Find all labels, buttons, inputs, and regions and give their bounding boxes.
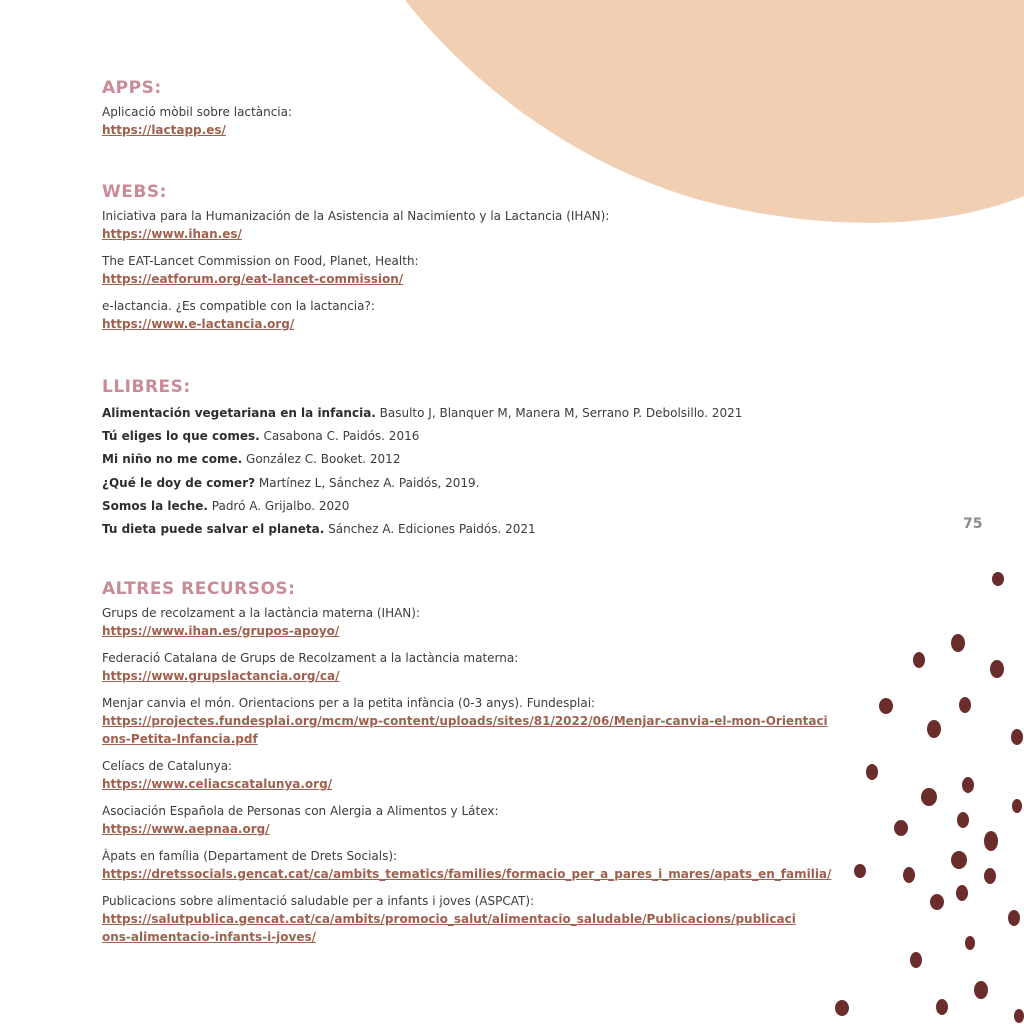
list-item bbox=[102, 103, 862, 139]
list-item bbox=[102, 649, 862, 685]
book-details: Basulto J, Blanquer M, Manera M, Serrano P. Debolsillo. 2021 bbox=[375, 406, 743, 420]
page-number: 75 bbox=[963, 516, 983, 532]
book-item bbox=[102, 425, 862, 448]
book-item bbox=[102, 472, 862, 495]
resource-description: e-lactancia. ¿Es compatible con la lactancia?: bbox=[102, 299, 375, 313]
list-item bbox=[102, 604, 862, 640]
book-item bbox=[102, 518, 862, 541]
altres-recursos-heading: ALTRES RECURSOS: bbox=[102, 579, 296, 599]
list-item bbox=[102, 847, 862, 883]
resource-link[interactable]: https://www.grupslactancia.org/ca/ bbox=[102, 669, 340, 683]
list-item bbox=[102, 252, 862, 288]
resource-description: Grups de recolzament a la lactància materna (IHAN): bbox=[102, 606, 421, 620]
list-item bbox=[102, 802, 862, 838]
list-item bbox=[102, 207, 862, 243]
book-item bbox=[102, 402, 862, 425]
book-details: Casabona C. Paidós. 2016 bbox=[259, 429, 420, 444]
resource-link[interactable]: https://www.ihan.es/grupos-apoyo/ bbox=[102, 624, 340, 638]
altres-recursos-section bbox=[102, 577, 862, 946]
book-details: Sánchez A. Ediciones Paidós. 2021 bbox=[324, 522, 536, 537]
apps-heading: APPS: bbox=[102, 78, 162, 98]
resource-link[interactable]: https://eatforum.org/eat-lancet-commission/ bbox=[102, 272, 404, 286]
resource-link[interactable]: https://www.celiacscatalunya.org/ bbox=[102, 777, 333, 791]
list-item bbox=[102, 757, 862, 793]
resource-description: Federació Catalana de Grups de Recolzament a la lactància materna: bbox=[102, 651, 519, 665]
resource-link[interactable]: https://www.e-lactancia.org/ bbox=[102, 317, 295, 331]
resource-link[interactable]: https://projectes.fundesplai.org/mcm/wp-content/uploads/sites/81/2022/06/Menjar-canvia-el-mon-Orientacions-Petita-Infancia.pdf bbox=[102, 714, 828, 746]
book-title: Tú eliges lo que comes. bbox=[102, 429, 260, 444]
resource-link[interactable]: https://www.aepnaa.org/ bbox=[102, 822, 270, 836]
resource-description: Asociación Española de Personas con Alergia a Alimentos y Látex: bbox=[102, 804, 499, 818]
llibres-heading: LLIBRES: bbox=[102, 377, 191, 397]
book-item bbox=[102, 495, 862, 518]
list-item bbox=[102, 892, 862, 946]
llibres-section bbox=[102, 375, 862, 577]
list-item bbox=[102, 297, 862, 333]
book-details: Padró A. Grijalbo. 2020 bbox=[207, 498, 350, 513]
list-item bbox=[102, 694, 862, 748]
book-details: Martínez L, Sánchez A. Paidós, 2019. bbox=[255, 475, 480, 490]
resource-description: Aplicació mòbil sobre lactància: bbox=[102, 105, 293, 119]
resource-link[interactable]: https://www.ihan.es/ bbox=[102, 227, 242, 241]
resource-link[interactable]: https://salutpublica.gencat.cat/ca/ambits/promocio_salut/alimentacio_saludable/Publicacions/publicacions-alimentacio-infants-i-joves/ bbox=[102, 912, 796, 944]
book-title: Alimentación vegetariana en la infancia. bbox=[102, 406, 376, 420]
book-title: Mi niño no me come. bbox=[102, 452, 243, 467]
book-title: ¿Qué le doy de comer? bbox=[102, 475, 256, 490]
resource-description: The EAT-Lancet Commission on Food, Planet, Health: bbox=[102, 254, 419, 268]
webs-heading: WEBS: bbox=[102, 182, 167, 202]
apps-section bbox=[102, 76, 862, 180]
resource-description: Iniciativa para la Humanización de la Asistencia al Nacimiento y la Lactancia (IHAN): bbox=[102, 209, 610, 223]
book-title: Somos la leche. bbox=[102, 498, 208, 513]
resource-description: Celíacs de Catalunya: bbox=[102, 759, 233, 773]
resource-description: Àpats en família (Departament de Drets Socials): bbox=[102, 849, 398, 863]
book-title: Tu dieta puede salvar el planeta. bbox=[102, 522, 325, 537]
resource-link[interactable]: https://dretssocials.gencat.cat/ca/ambits_tematics/families/formacio_per_a_pares_i_mares/apats_en_familia/ bbox=[102, 867, 832, 881]
webs-section bbox=[102, 180, 862, 375]
resource-description: Publicacions sobre alimentació saludable per a infants i joves (ASPCAT): bbox=[102, 894, 535, 908]
book-details: González C. Booket. 2012 bbox=[242, 452, 401, 467]
resources-content bbox=[102, 76, 862, 955]
resource-description: Menjar canvia el món. Orientacions per a la petita infància (0-3 anys). Fundesplai: bbox=[102, 696, 596, 710]
resource-link[interactable]: https://lactapp.es/ bbox=[102, 123, 226, 137]
book-item bbox=[102, 448, 862, 471]
